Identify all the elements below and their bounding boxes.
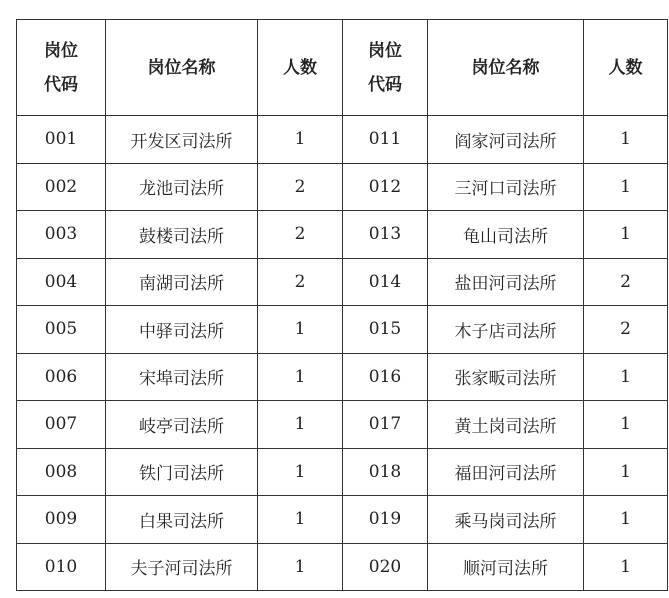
position-name-right: 顺河司法所 [428, 543, 584, 591]
position-code-left: 006 [17, 353, 106, 401]
position-code-left: 003 [17, 211, 106, 259]
position-code-right: 011 [343, 116, 428, 164]
headcount-right: 1 [584, 401, 668, 449]
position-name-left: 岐亭司法所 [106, 401, 258, 449]
headcount-left: 2 [258, 163, 343, 211]
headcount-left: 2 [258, 258, 343, 306]
headcount-right: 1 [584, 163, 668, 211]
headcount-right: 2 [584, 306, 668, 354]
position-name-left: 龙池司法所 [106, 163, 258, 211]
headcount-left: 1 [258, 401, 343, 449]
table-row [17, 496, 668, 544]
position-code-right: 019 [343, 496, 428, 544]
position-code-right: 013 [343, 211, 428, 259]
position-name-right: 张家畈司法所 [428, 353, 584, 401]
table-row [17, 211, 668, 259]
position-name-left: 铁门司法所 [106, 448, 258, 496]
position-code-left: 010 [17, 543, 106, 591]
header-code-left [17, 20, 106, 116]
position-name-left: 南湖司法所 [106, 258, 258, 306]
headcount-right: 1 [584, 211, 668, 259]
headcount-left: 2 [258, 211, 343, 259]
headcount-right: 2 [584, 258, 668, 306]
position-name-right: 三河口司法所 [428, 163, 584, 211]
table-body [17, 116, 668, 591]
position-code-right: 020 [343, 543, 428, 591]
headcount-left: 1 [258, 496, 343, 544]
position-code-right: 012 [343, 163, 428, 211]
header-name-left: 岗位名称 [106, 20, 258, 116]
position-code-left: 009 [17, 496, 106, 544]
header-count-left: 人数 [258, 20, 343, 116]
position-code-left: 007 [17, 401, 106, 449]
table-row [17, 306, 668, 354]
position-name-right: 阎家河司法所 [428, 116, 584, 164]
table-row [17, 116, 668, 164]
positions-table [16, 19, 668, 591]
headcount-left: 1 [258, 543, 343, 591]
headcount-left: 1 [258, 116, 343, 164]
headcount-right: 1 [584, 543, 668, 591]
position-code-left: 008 [17, 448, 106, 496]
position-code-left: 001 [17, 116, 106, 164]
headcount-right: 1 [584, 116, 668, 164]
position-code-left: 002 [17, 163, 106, 211]
position-code-right: 014 [343, 258, 428, 306]
table-row [17, 401, 668, 449]
header-row [17, 20, 668, 116]
position-name-right: 福田河司法所 [428, 448, 584, 496]
header-count-right: 人数 [584, 20, 668, 116]
table-row [17, 163, 668, 211]
position-code-left: 004 [17, 258, 106, 306]
header-code-line2: 代码 [368, 74, 402, 95]
table-row [17, 353, 668, 401]
position-name-left: 白果司法所 [106, 496, 258, 544]
position-name-right: 乘马岗司法所 [428, 496, 584, 544]
position-code-right: 015 [343, 306, 428, 354]
table-row [17, 258, 668, 306]
position-code-right: 018 [343, 448, 428, 496]
position-code-left: 005 [17, 306, 106, 354]
header-code-line1: 岗位 [368, 40, 402, 61]
position-name-right: 盐田河司法所 [428, 258, 584, 306]
position-name-right: 木子店司法所 [428, 306, 584, 354]
headcount-right: 1 [584, 353, 668, 401]
position-name-left: 夫子河司法所 [106, 543, 258, 591]
headcount-left: 1 [258, 306, 343, 354]
position-name-left: 开发区司法所 [106, 116, 258, 164]
table-row [17, 448, 668, 496]
header-code-line1: 岗位 [44, 40, 78, 61]
headcount-right: 1 [584, 448, 668, 496]
position-name-left: 鼓楼司法所 [106, 211, 258, 259]
headcount-right: 1 [584, 496, 668, 544]
header-name-right: 岗位名称 [428, 20, 584, 116]
position-name-right: 龟山司法所 [428, 211, 584, 259]
position-name-left: 中驿司法所 [106, 306, 258, 354]
position-name-right: 黄土岗司法所 [428, 401, 584, 449]
position-code-right: 017 [343, 401, 428, 449]
header-code-right [343, 20, 428, 116]
table-row [17, 543, 668, 591]
headcount-left: 1 [258, 448, 343, 496]
headcount-left: 1 [258, 353, 343, 401]
position-code-right: 016 [343, 353, 428, 401]
position-name-left: 宋埠司法所 [106, 353, 258, 401]
header-code-line2: 代码 [44, 74, 78, 95]
